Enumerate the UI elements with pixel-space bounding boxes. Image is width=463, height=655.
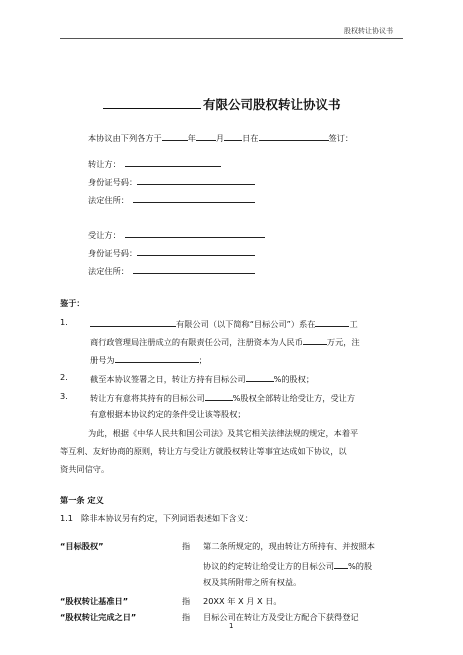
whereas-heading: 鉴于： xyxy=(60,298,85,308)
whereas-paragraph-line-1: 为此，根据《中华人民共和国公司法》及其它相关法律法规的规定，本着平 xyxy=(88,428,359,438)
clause-1-1: 1.1 除非本协议另有约定，下列词语表述如下含义： xyxy=(60,513,253,523)
whereas-item-3-line-1: 转让方有意将其持有的目标公司 %股权全部转让给受让方，受让方 xyxy=(90,393,356,403)
definition-term: “股权转让基准日” xyxy=(60,596,129,606)
definition-term: “股权转让完成之日” xyxy=(60,612,137,622)
definition-term: “目标股权” xyxy=(60,541,104,551)
company-name-blank xyxy=(103,96,201,109)
definition-text-line: 协议的约定转让给受让方的目标公司 %的股 xyxy=(203,561,373,571)
transferee-id-line: 身份证号码： xyxy=(88,246,255,259)
definition-text-line: 权及其所附带之所有权益。 xyxy=(203,577,302,587)
document-title: 有限公司股权转让协议书 xyxy=(103,95,341,113)
whereas-item-1-number: 1. xyxy=(60,317,68,327)
running-header: 股权转让协议书 xyxy=(344,27,393,35)
header-rule xyxy=(60,38,403,39)
transferee-name-blank xyxy=(125,228,265,238)
definition-means: 指 xyxy=(182,541,191,551)
definition-means: 指 xyxy=(182,612,191,622)
whereas-item-2: 截至本协议签署之日，转让方持有目标公司 %的股权； xyxy=(90,374,315,384)
whereas-item-1-line-3: 册号为 ； xyxy=(90,355,207,365)
page-number: 1 xyxy=(229,622,234,630)
transferee-id-blank xyxy=(137,246,255,256)
whereas-paragraph-line-2: 等互利、友好协商的原则，转让方与受让方就股权转让等事宜达成如下协议，以 xyxy=(60,446,347,456)
transferor-id-line: 身份证号码： xyxy=(88,175,255,188)
intro-line: 本协议由下列各方于 年 月 日在 签订： xyxy=(88,133,354,143)
whereas-item-1-line-1: 有限公司（以下简称“目标公司”）系在 工 xyxy=(90,317,358,330)
definition-text-line: 第二条所规定的，现由转让方所持有、并按照本 xyxy=(203,541,375,551)
article-1-heading: 第一条 定义 xyxy=(60,495,104,505)
transferor-name-blank xyxy=(125,157,221,167)
transferee-address-blank xyxy=(133,264,255,274)
whereas-item-1-line-2: 商行政管理局注册成立的有限责任公司，注册资本为人民币 万元，注 xyxy=(90,337,360,347)
whereas-item-3-number: 3. xyxy=(60,391,68,401)
definition-text-line: 20XX 年 X 月 X 日。 xyxy=(203,596,282,606)
transferor-address-line: 法定住所： xyxy=(88,193,255,206)
transferor-id-blank xyxy=(137,175,255,185)
definition-means: 指 xyxy=(182,596,191,606)
transferor-line: 转让方： xyxy=(88,157,221,170)
whereas-item-3-line-2: 有意根据本协议约定的条件受让该等股权； xyxy=(90,409,246,419)
whereas-paragraph-line-3: 资共同信守。 xyxy=(60,464,110,474)
transferee-address-line: 法定住所： xyxy=(88,264,255,277)
definition-text-line: 目标公司在转让方及受让方配合下获得登记 xyxy=(203,612,359,622)
whereas-item-2-number: 2. xyxy=(60,372,68,382)
transferee-line: 受让方： xyxy=(88,228,265,241)
transferor-address-blank xyxy=(133,193,255,203)
